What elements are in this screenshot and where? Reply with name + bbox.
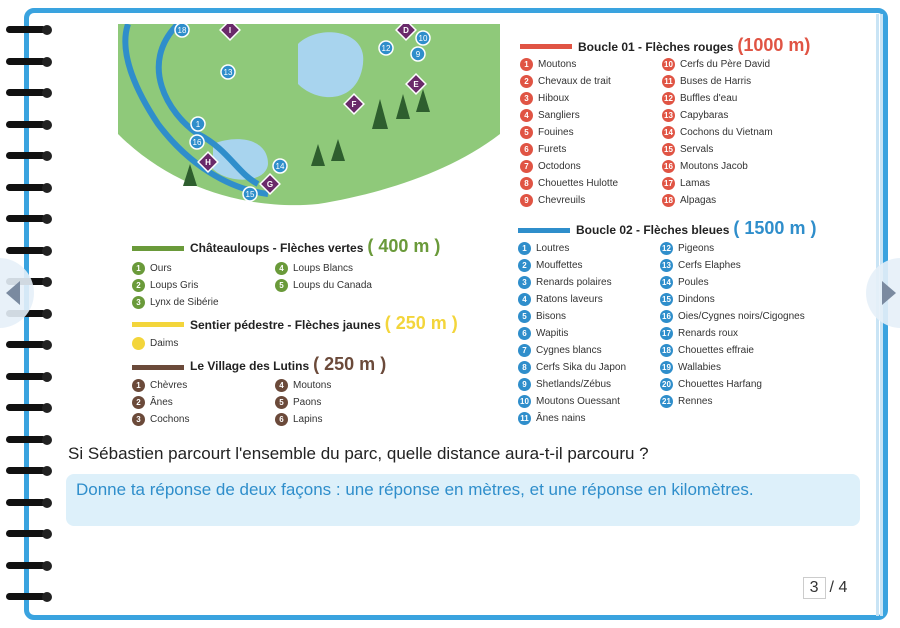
spiral-hole	[42, 372, 52, 382]
spiral-hole	[42, 25, 52, 35]
list-item	[660, 242, 714, 255]
boucle01-color-line	[520, 44, 572, 49]
list-item	[132, 262, 172, 275]
item-number: 1	[520, 58, 533, 71]
item-label: Cygnes blancs	[536, 345, 602, 356]
list-item	[520, 92, 569, 105]
list-item	[132, 279, 198, 292]
list-item	[518, 395, 620, 408]
item-number: 14	[660, 276, 673, 289]
spiral-wire	[6, 404, 46, 411]
item-number: 3	[132, 296, 145, 309]
list-item	[660, 327, 738, 340]
spiral-hole	[42, 340, 52, 350]
item-label: Buses de Harris	[680, 76, 752, 87]
map-marker	[273, 159, 287, 173]
item-number: 7	[520, 160, 533, 173]
park-map	[118, 24, 500, 210]
sentier-title-text: Sentier pédestre - Flèches jaunes	[190, 318, 381, 332]
item-label: Chouettes Hulotte	[538, 178, 619, 189]
item-number: 18	[660, 344, 673, 357]
list-item	[662, 177, 710, 190]
item-label: Moutons	[538, 59, 577, 70]
item-label: Cochons	[150, 414, 190, 425]
sentier-color-line	[132, 322, 184, 327]
spiral-hole	[42, 498, 52, 508]
bullet-icon	[132, 337, 145, 350]
list-item	[520, 75, 611, 88]
item-number: 3	[518, 276, 531, 289]
chateauloups-title	[190, 236, 440, 257]
item-number: 1	[518, 242, 531, 255]
spiral-wire	[6, 373, 46, 380]
list-item	[132, 413, 189, 426]
list-item	[520, 126, 574, 139]
item-number: 7	[518, 344, 531, 357]
page-indicator	[792, 570, 858, 606]
item-number: 5	[520, 126, 533, 139]
item-label: Capybaras	[680, 110, 729, 121]
item-number: 6	[520, 143, 533, 156]
item-label: Moutons Ouessant	[536, 396, 620, 407]
list-item	[662, 194, 716, 207]
spiral-hole	[42, 183, 52, 193]
item-number: 2	[132, 396, 145, 409]
item-label: Bisons	[536, 311, 567, 322]
item-number: 11	[518, 412, 531, 425]
item-number: 4	[275, 379, 288, 392]
spiral-hole	[42, 88, 52, 98]
item-number: 4	[520, 109, 533, 122]
item-label: Shetlands/Zébus	[536, 379, 612, 390]
spiral-hole	[42, 246, 52, 256]
chateauloups-distance: ( 400 m )	[367, 236, 441, 256]
list-item	[662, 143, 713, 156]
list-item	[660, 361, 721, 374]
item-number: 13	[662, 109, 675, 122]
item-number: 3	[132, 413, 145, 426]
boucle01-title	[578, 35, 810, 56]
item-label: Cerfs du Père David	[680, 59, 771, 70]
map-marker	[411, 47, 425, 61]
question-text: Si Sébastien parcourt l'ensemble du parc, quelle distance aura-t-il parcouru ?	[68, 444, 649, 463]
item-number: 3	[520, 92, 533, 105]
list-item	[132, 337, 178, 350]
list-item	[660, 276, 709, 289]
list-item	[520, 109, 580, 122]
map-marker	[191, 117, 205, 131]
item-number: 5	[275, 396, 288, 409]
item-label: Servals	[680, 144, 714, 155]
item-label: Fouines	[538, 127, 574, 138]
list-item	[660, 344, 754, 357]
item-label: Chèvres	[150, 380, 188, 391]
spiral-ring	[2, 371, 54, 383]
item-number: 6	[518, 327, 531, 340]
item-number: 10	[662, 58, 675, 71]
map-marker	[190, 135, 204, 149]
list-item	[518, 361, 626, 374]
item-label: Chevreuils	[538, 195, 586, 206]
item-number: 4	[275, 262, 288, 275]
list-item	[518, 259, 583, 272]
item-label: Moutons	[293, 380, 332, 391]
item-number: 4	[518, 293, 531, 306]
item-number: 15	[660, 293, 673, 306]
list-item	[275, 262, 353, 275]
item-label: Rennes	[678, 396, 713, 407]
map-marker-number: 14	[275, 162, 285, 171]
spiral-ring	[2, 213, 54, 225]
list-item	[520, 194, 585, 207]
spiral-wire	[6, 247, 46, 254]
item-label: Renards roux	[678, 328, 739, 339]
list-item	[660, 259, 741, 272]
item-number: 1	[132, 262, 145, 275]
item-label: Chouettes effraie	[678, 345, 754, 356]
list-item	[662, 109, 728, 122]
arrow-right-icon	[882, 281, 896, 305]
map-marker-number: 9	[415, 50, 421, 59]
item-label: Cerfs Sika du Japon	[536, 362, 627, 373]
map-marker	[379, 41, 393, 55]
item-number: 16	[660, 310, 673, 323]
list-item	[518, 378, 611, 391]
item-number: 2	[518, 259, 531, 272]
spiral-ring	[2, 150, 54, 162]
spiral-hole	[42, 120, 52, 130]
total-pages: / 4	[829, 579, 848, 596]
item-number: 5	[275, 279, 288, 292]
item-label: Moutons Jacob	[680, 161, 748, 172]
spiral-hole	[42, 277, 52, 287]
list-item	[275, 396, 321, 409]
village-title	[190, 354, 386, 375]
spiral-hole	[42, 529, 52, 539]
spiral-hole	[42, 309, 52, 319]
spiral-ring	[2, 402, 54, 414]
item-number: 6	[275, 413, 288, 426]
item-label: Lynx de Sibérie	[150, 297, 219, 308]
item-label: Mouffettes	[536, 260, 583, 271]
spiral-hole	[42, 561, 52, 571]
map-marker-number: 13	[223, 68, 233, 77]
spiral-wire	[6, 121, 46, 128]
list-item	[520, 143, 566, 156]
item-label: Lamas	[680, 178, 711, 189]
map-enclosure-letter: F	[351, 100, 357, 109]
spiral-ring	[2, 591, 54, 603]
item-number: 5	[518, 310, 531, 323]
boucle02-color-line	[518, 228, 570, 233]
list-item	[518, 344, 602, 357]
boucle01-title-text: Boucle 01 - Flèches rouges	[578, 40, 734, 54]
item-label: Cerfs Elaphes	[678, 260, 741, 271]
item-number: 8	[518, 361, 531, 374]
item-label: Hiboux	[538, 93, 570, 104]
item-label: Alpagas	[680, 195, 717, 206]
item-label: Loups Blancs	[293, 263, 354, 274]
item-number: 9	[520, 194, 533, 207]
item-number: 11	[662, 75, 675, 88]
list-item	[518, 276, 612, 289]
spiral-wire	[6, 152, 46, 159]
list-item	[132, 296, 219, 309]
item-number: 19	[660, 361, 673, 374]
sentier-distance: ( 250 m )	[384, 313, 458, 333]
item-label: Pigeons	[678, 243, 715, 254]
item-label: Wapitis	[536, 328, 569, 339]
spiral-ring	[2, 434, 54, 446]
spiral-ring	[2, 528, 54, 540]
map-marker	[221, 65, 235, 79]
map-marker-number: 18	[177, 26, 187, 35]
item-label: Buffles d'eau	[680, 93, 738, 104]
item-number: 20	[660, 378, 673, 391]
spiral-hole	[42, 435, 52, 445]
map-marker-number: 16	[192, 138, 202, 147]
item-label: Octodons	[538, 161, 581, 172]
spiral-wire	[6, 593, 46, 600]
item-label: Furets	[538, 144, 567, 155]
item-number: 16	[662, 160, 675, 173]
spiral-ring	[2, 245, 54, 257]
item-label: Ânes nains	[536, 413, 586, 424]
list-item	[275, 379, 331, 392]
item-label: Ânes	[150, 397, 173, 408]
spiral-wire	[6, 530, 46, 537]
item-number: 15	[662, 143, 675, 156]
spiral-ring	[2, 465, 54, 477]
arrow-left-icon	[6, 281, 20, 305]
item-number: 2	[132, 279, 145, 292]
spiral-wire	[6, 26, 46, 33]
item-number: 2	[520, 75, 533, 88]
list-item	[662, 75, 751, 88]
map-enclosure-letter: D	[403, 26, 409, 35]
map-marker	[175, 24, 189, 37]
list-item	[132, 396, 173, 409]
list-item	[660, 310, 805, 323]
list-item	[520, 58, 576, 71]
spiral-ring	[2, 182, 54, 194]
spiral-hole	[42, 592, 52, 602]
item-number: 17	[660, 327, 673, 340]
sentier-title	[190, 313, 458, 334]
item-label: Chevaux de trait	[538, 76, 611, 87]
item-number: 18	[662, 194, 675, 207]
item-label: Loutres	[536, 243, 570, 254]
spiral-ring	[2, 87, 54, 99]
map-marker	[416, 31, 430, 45]
list-item	[518, 327, 568, 340]
item-label: Loups du Canada	[293, 280, 372, 291]
spiral-ring	[2, 119, 54, 131]
item-label: Ratons laveurs	[536, 294, 603, 305]
item-number: 1	[132, 379, 145, 392]
spiral-hole	[42, 466, 52, 476]
spiral-ring	[2, 497, 54, 509]
village-color-line	[132, 365, 184, 370]
map-enclosure-letter: E	[413, 80, 419, 89]
item-number: 14	[662, 126, 675, 139]
spiral-wire	[6, 467, 46, 474]
list-item	[518, 310, 566, 323]
spiral-wire	[6, 436, 46, 443]
village-title-text: Le Village des Lutins	[190, 359, 310, 373]
boucle02-title	[576, 218, 816, 239]
village-distance: ( 250 m )	[313, 354, 387, 374]
item-number: 12	[660, 242, 673, 255]
spiral-ring	[2, 560, 54, 572]
item-label: Daims	[150, 338, 179, 349]
spiral-hole	[42, 151, 52, 161]
map-marker-number: 1	[195, 120, 201, 129]
chateauloups-title-text: Châteauloups - Flèches vertes	[190, 241, 364, 255]
spiral-wire	[6, 341, 46, 348]
spiral-wire	[6, 499, 46, 506]
spiral-wire	[6, 562, 46, 569]
spiral-wire	[6, 215, 46, 222]
list-item	[660, 293, 715, 306]
list-item	[275, 279, 372, 292]
item-number: 21	[660, 395, 673, 408]
list-item	[662, 126, 773, 139]
list-item	[662, 160, 748, 173]
map-marker-number: 12	[381, 44, 391, 53]
item-label: Loups Gris	[150, 280, 199, 291]
list-item	[660, 378, 762, 391]
item-label: Ours	[150, 263, 172, 274]
item-number: 9	[518, 378, 531, 391]
chateauloups-color-line	[132, 246, 184, 251]
list-item	[662, 92, 737, 105]
list-item	[518, 412, 585, 425]
spiral-wire	[6, 89, 46, 96]
list-item	[518, 242, 569, 255]
item-label: Chouettes Harfang	[678, 379, 762, 390]
list-item	[660, 395, 712, 408]
item-label: Wallabies	[678, 362, 721, 373]
map-marker	[243, 187, 257, 201]
boucle01-distance: (1000 m)	[737, 35, 811, 55]
item-number: 12	[662, 92, 675, 105]
item-label: Renards polaires	[536, 277, 612, 288]
list-item	[662, 58, 770, 71]
spiral-ring	[2, 56, 54, 68]
item-label: Dindons	[678, 294, 715, 305]
list-item	[520, 160, 581, 173]
boucle02-title-text: Boucle 02 - Flèches bleues	[576, 223, 730, 237]
map-marker-number: 15	[245, 190, 255, 199]
item-number: 17	[662, 177, 675, 190]
spiral-hole	[42, 403, 52, 413]
map-enclosure-letter: H	[205, 158, 211, 167]
list-item	[520, 177, 618, 190]
item-label: Paons	[293, 397, 322, 408]
spiral-ring	[2, 24, 54, 36]
map-enclosure-letter: I	[228, 26, 232, 35]
spiral-ring	[2, 339, 54, 351]
hint-box: Donne ta réponse de deux façons : une réponse en mètres, et une réponse en kilomètres.	[66, 474, 860, 526]
map-marker-number: 10	[418, 34, 428, 43]
item-label: Oies/Cygnes noirs/Cigognes	[678, 311, 805, 322]
list-item	[275, 413, 322, 426]
current-page[interactable]: 3	[803, 577, 826, 599]
spiral-hole	[42, 214, 52, 224]
item-number: 8	[520, 177, 533, 190]
boucle02-distance: ( 1500 m )	[733, 218, 817, 238]
spiral-wire	[6, 58, 46, 65]
item-label: Lapins	[293, 414, 323, 425]
item-label: Sangliers	[538, 110, 580, 121]
spiral-wire	[6, 184, 46, 191]
list-item	[132, 379, 187, 392]
map-enclosure-letter: G	[266, 180, 274, 189]
item-label: Poules	[678, 277, 709, 288]
spiral-hole	[42, 57, 52, 67]
list-item	[518, 293, 603, 306]
item-label: Cochons du Vietnam	[680, 127, 773, 138]
item-number: 10	[518, 395, 531, 408]
item-number: 13	[660, 259, 673, 272]
